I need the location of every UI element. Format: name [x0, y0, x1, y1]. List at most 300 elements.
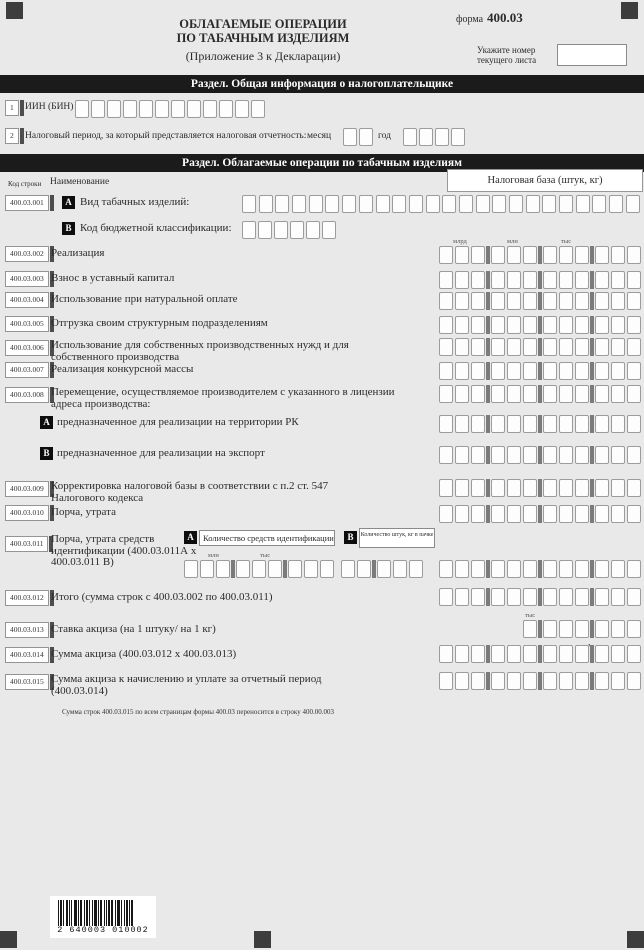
input-cell[interactable]: [523, 246, 537, 264]
input-cell[interactable]: [455, 246, 469, 264]
input-cell[interactable]: [219, 100, 233, 118]
input-cell[interactable]: [611, 479, 625, 497]
input-cell[interactable]: [611, 362, 625, 380]
input-cell[interactable]: [242, 221, 256, 239]
input-cell[interactable]: [507, 588, 521, 606]
input-cell[interactable]: [184, 560, 198, 578]
input-cell[interactable]: [376, 195, 390, 213]
input-cell[interactable]: [235, 100, 249, 118]
row-label: Вид табачных изделий:: [80, 196, 190, 208]
input-cell[interactable]: [325, 195, 339, 213]
row-code-tab: [5, 195, 54, 211]
input-cell[interactable]: [259, 195, 273, 213]
input-cell[interactable]: [507, 505, 521, 523]
cell-separator: [486, 316, 490, 334]
input-cell[interactable]: [595, 338, 609, 356]
row-code: 400.03.014: [5, 647, 49, 663]
input-cell[interactable]: [627, 385, 641, 403]
row-code: 400.03.015: [5, 674, 49, 690]
input-cell[interactable]: [523, 560, 537, 578]
cell-separator: [486, 338, 490, 356]
cell-separator: [486, 385, 490, 403]
tab-bar: [50, 195, 54, 211]
input-cell[interactable]: [455, 588, 469, 606]
input-cell[interactable]: [455, 362, 469, 380]
input-cell[interactable]: [439, 271, 453, 289]
input-cell[interactable]: [559, 362, 573, 380]
input-cell[interactable]: [155, 100, 169, 118]
row-code-tab: [5, 292, 54, 308]
cell-separator: [538, 385, 542, 403]
input-cell[interactable]: [575, 246, 589, 264]
input-cell[interactable]: [471, 588, 485, 606]
input-cell[interactable]: [451, 128, 465, 146]
input-cell[interactable]: [595, 415, 609, 433]
input-cell[interactable]: [595, 645, 609, 663]
cell-separator: [486, 505, 490, 523]
input-cell[interactable]: [575, 560, 589, 578]
marker-b: B: [62, 222, 75, 235]
input-cell[interactable]: [595, 620, 609, 638]
tax-base-cells: [439, 292, 641, 310]
input-cell[interactable]: [523, 271, 537, 289]
input-cell[interactable]: [471, 505, 485, 523]
input-cell[interactable]: [507, 645, 521, 663]
input-cell[interactable]: [123, 100, 137, 118]
input-cell[interactable]: [507, 271, 521, 289]
input-cell[interactable]: [491, 560, 505, 578]
input-cell[interactable]: [290, 221, 304, 239]
input-cell[interactable]: [543, 505, 557, 523]
input-cell[interactable]: [559, 672, 573, 690]
cell-separator: [538, 316, 542, 334]
input-cell[interactable]: [357, 560, 371, 578]
input-cell[interactable]: [595, 505, 609, 523]
input-cell[interactable]: [595, 672, 609, 690]
input-cell[interactable]: [491, 446, 505, 464]
input-cell[interactable]: [491, 271, 505, 289]
input-cell[interactable]: [507, 446, 521, 464]
input-cell[interactable]: [507, 292, 521, 310]
barcode-bars: [58, 900, 134, 926]
sub-label-a: Количество средств идентификации: [199, 530, 335, 546]
input-cell[interactable]: [575, 672, 589, 690]
input-cell[interactable]: [471, 271, 485, 289]
input-cell[interactable]: [575, 446, 589, 464]
input-cell[interactable]: [471, 362, 485, 380]
input-cell[interactable]: [611, 271, 625, 289]
input-cell[interactable]: [627, 588, 641, 606]
input-cell[interactable]: [419, 128, 433, 146]
cell-separator: [590, 271, 594, 289]
cell-separator: [538, 362, 542, 380]
input-cell[interactable]: [523, 415, 537, 433]
row-label: Перемещение, осуществляемое производителем с указанного в лицензии адреса производства:: [51, 386, 395, 410]
input-cell[interactable]: [559, 385, 573, 403]
cell-separator: [538, 446, 542, 464]
input-cell[interactable]: [439, 560, 453, 578]
input-cell[interactable]: [559, 620, 573, 638]
tax-base-cells: [439, 415, 641, 433]
input-cell[interactable]: [523, 292, 537, 310]
input-cell[interactable]: [575, 588, 589, 606]
input-cell[interactable]: [575, 645, 589, 663]
input-cell[interactable]: [611, 645, 625, 663]
input-cell[interactable]: [439, 446, 453, 464]
input-cell[interactable]: [543, 271, 557, 289]
input-cell[interactable]: [575, 271, 589, 289]
input-cell[interactable]: [611, 246, 625, 264]
input-cell[interactable]: [559, 505, 573, 523]
input-cell[interactable]: [627, 560, 641, 578]
input-cell[interactable]: [455, 292, 469, 310]
input-cell[interactable]: [439, 246, 453, 264]
input-cell[interactable]: [523, 385, 537, 403]
input-cell[interactable]: [543, 645, 557, 663]
input-cell[interactable]: [543, 292, 557, 310]
row-code-tab: [5, 590, 54, 606]
input-cell[interactable]: [439, 645, 453, 663]
input-cell[interactable]: [258, 221, 272, 239]
input-cell[interactable]: [439, 672, 453, 690]
input-cell[interactable]: [611, 385, 625, 403]
input-cell[interactable]: [543, 588, 557, 606]
input-cell[interactable]: [471, 479, 485, 497]
input-cell[interactable]: [251, 100, 265, 118]
input-cell[interactable]: [322, 221, 336, 239]
input-cell[interactable]: [509, 195, 523, 213]
input-cell[interactable]: [559, 195, 573, 213]
input-cell[interactable]: [236, 560, 250, 578]
input-cell[interactable]: [341, 560, 355, 578]
input-cell[interactable]: [455, 385, 469, 403]
input-cell[interactable]: [507, 415, 521, 433]
input-cell[interactable]: [627, 338, 641, 356]
input-cell[interactable]: [439, 316, 453, 334]
input-cell[interactable]: [507, 560, 521, 578]
input-cell[interactable]: [342, 195, 356, 213]
input-cell[interactable]: [611, 292, 625, 310]
input-cell[interactable]: [439, 385, 453, 403]
input-cell[interactable]: [187, 100, 201, 118]
input-cell[interactable]: [627, 672, 641, 690]
input-cell[interactable]: [439, 505, 453, 523]
input-cell[interactable]: [559, 645, 573, 663]
input-cell[interactable]: [543, 362, 557, 380]
input-cell[interactable]: [595, 292, 609, 310]
input-cell[interactable]: [592, 195, 606, 213]
input-cell[interactable]: [491, 672, 505, 690]
input-cell[interactable]: [543, 316, 557, 334]
input-cell[interactable]: [559, 415, 573, 433]
input-cell[interactable]: [455, 645, 469, 663]
input-cell[interactable]: [309, 195, 323, 213]
input-cell[interactable]: [107, 100, 121, 118]
input-cell[interactable]: [575, 338, 589, 356]
tax-base-cells: [439, 588, 641, 606]
input-cell[interactable]: [523, 620, 537, 638]
input-cell[interactable]: [275, 195, 289, 213]
input-cell[interactable]: [543, 672, 557, 690]
input-cell[interactable]: [627, 620, 641, 638]
input-cell[interactable]: [523, 645, 537, 663]
input-cell[interactable]: [491, 292, 505, 310]
input-cell[interactable]: [491, 385, 505, 403]
input-cell[interactable]: [471, 338, 485, 356]
input-cell[interactable]: [507, 479, 521, 497]
input-cell[interactable]: [595, 588, 609, 606]
input-cell[interactable]: [575, 505, 589, 523]
input-cell[interactable]: [626, 195, 640, 213]
row-label: Итого (сумма строк с 400.03.002 по 400.03.011): [51, 591, 273, 603]
input-cell[interactable]: [403, 128, 417, 146]
input-cell[interactable]: [455, 446, 469, 464]
input-cell[interactable]: [559, 271, 573, 289]
input-cell[interactable]: [595, 446, 609, 464]
input-cell[interactable]: [507, 246, 521, 264]
input-cell[interactable]: [320, 560, 334, 578]
row-label: Взнос в уставный капитал: [51, 272, 175, 284]
input-cell[interactable]: [609, 195, 623, 213]
input-cell[interactable]: [523, 316, 537, 334]
tax-base-cells: [439, 385, 641, 403]
input-cell[interactable]: [242, 195, 256, 213]
input-cell[interactable]: [627, 479, 641, 497]
input-cell[interactable]: [491, 316, 505, 334]
input-cell[interactable]: [439, 588, 453, 606]
cell-separator: [590, 588, 594, 606]
input-cell[interactable]: [627, 446, 641, 464]
input-cell[interactable]: [439, 415, 453, 433]
input-cell[interactable]: [392, 195, 406, 213]
input-cell[interactable]: [507, 385, 521, 403]
input-cell[interactable]: [471, 645, 485, 663]
input-cell[interactable]: [491, 505, 505, 523]
input-cell[interactable]: [559, 560, 573, 578]
input-cell[interactable]: [75, 100, 89, 118]
input-cell[interactable]: [611, 415, 625, 433]
cell-separator: [538, 560, 542, 578]
input-cell[interactable]: [611, 446, 625, 464]
input-cell[interactable]: [523, 479, 537, 497]
barcode: [50, 896, 156, 938]
row-number: 2: [5, 128, 19, 144]
input-cell[interactable]: [627, 271, 641, 289]
input-cell[interactable]: [543, 415, 557, 433]
input-cell[interactable]: [507, 362, 521, 380]
input-cell[interactable]: [439, 362, 453, 380]
input-cell[interactable]: [471, 415, 485, 433]
input-cell[interactable]: [455, 338, 469, 356]
input-cell[interactable]: [139, 100, 153, 118]
cell-separator: [486, 479, 490, 497]
input-cell[interactable]: [627, 246, 641, 264]
input-cell[interactable]: [611, 672, 625, 690]
cell-separator: [538, 415, 542, 433]
input-cell[interactable]: [595, 271, 609, 289]
input-cell[interactable]: [203, 100, 217, 118]
input-cell[interactable]: [595, 479, 609, 497]
input-cell[interactable]: [627, 362, 641, 380]
input-cell[interactable]: [491, 645, 505, 663]
input-cell[interactable]: [491, 338, 505, 356]
input-cell[interactable]: [377, 560, 391, 578]
input-cell[interactable]: [575, 620, 589, 638]
input-cell[interactable]: [611, 316, 625, 334]
cell-separator: [590, 645, 594, 663]
input-cell[interactable]: [491, 479, 505, 497]
input-cell[interactable]: [442, 195, 456, 213]
cell-separator: [486, 672, 490, 690]
input-cell[interactable]: [575, 316, 589, 334]
input-cell[interactable]: [523, 446, 537, 464]
cell-separator: [590, 246, 594, 264]
input-cell[interactable]: [171, 100, 185, 118]
input-cell[interactable]: [575, 362, 589, 380]
input-cell[interactable]: [492, 195, 506, 213]
input-cell[interactable]: [627, 645, 641, 663]
input-cell[interactable]: [559, 246, 573, 264]
input-cell[interactable]: [543, 246, 557, 264]
input-cell[interactable]: [559, 446, 573, 464]
input-cell[interactable]: [274, 221, 288, 239]
input-cell[interactable]: [491, 415, 505, 433]
input-cell[interactable]: [455, 316, 469, 334]
cell-separator: [538, 292, 542, 310]
input-cell[interactable]: [216, 560, 230, 578]
input-cell[interactable]: [595, 560, 609, 578]
input-cell[interactable]: [439, 479, 453, 497]
input-cell[interactable]: [507, 338, 521, 356]
input-cell[interactable]: [575, 479, 589, 497]
cell-separator: [538, 620, 542, 638]
input-cell[interactable]: [611, 588, 625, 606]
input-cell[interactable]: [507, 672, 521, 690]
input-cell[interactable]: [559, 292, 573, 310]
input-cell[interactable]: [409, 560, 423, 578]
input-cell[interactable]: [393, 560, 407, 578]
input-cell[interactable]: [435, 128, 449, 146]
input-cell[interactable]: [455, 415, 469, 433]
input-cell[interactable]: [471, 246, 485, 264]
input-cell[interactable]: [559, 588, 573, 606]
input-cell[interactable]: [543, 446, 557, 464]
input-cell[interactable]: [575, 292, 589, 310]
input-cell[interactable]: [559, 338, 573, 356]
input-cell[interactable]: [559, 479, 573, 497]
input-cell[interactable]: [200, 560, 214, 578]
input-cell[interactable]: [523, 362, 537, 380]
input-cell[interactable]: [471, 385, 485, 403]
input-cell[interactable]: [426, 195, 440, 213]
input-cell[interactable]: [523, 505, 537, 523]
input-cell[interactable]: [359, 128, 373, 146]
input-cell[interactable]: [343, 128, 357, 146]
cell-separator: [590, 479, 594, 497]
form-number-line: [456, 9, 523, 27]
input-cell[interactable]: [491, 362, 505, 380]
input-cell[interactable]: [575, 385, 589, 403]
input-cell[interactable]: [523, 588, 537, 606]
input-cell[interactable]: [409, 195, 423, 213]
input-cell[interactable]: [359, 195, 373, 213]
input-cell[interactable]: [543, 338, 557, 356]
input-cell[interactable]: [627, 316, 641, 334]
input-cell[interactable]: [611, 338, 625, 356]
input-cell[interactable]: [91, 100, 105, 118]
input-cell[interactable]: [595, 246, 609, 264]
input-cell[interactable]: [455, 672, 469, 690]
row-label: Код бюджетной классификации:: [80, 222, 232, 234]
input-cell[interactable]: [268, 560, 282, 578]
input-cell[interactable]: [288, 560, 302, 578]
input-cell[interactable]: [523, 672, 537, 690]
input-cell[interactable]: [455, 479, 469, 497]
input-cell[interactable]: [576, 195, 590, 213]
input-cell[interactable]: [459, 195, 473, 213]
input-cell[interactable]: [611, 560, 625, 578]
iin-label: ИИН (БИН): [25, 102, 74, 112]
input-cell[interactable]: [306, 221, 320, 239]
input-cell[interactable]: [455, 505, 469, 523]
scale-tys: тыс: [561, 238, 572, 245]
input-cell[interactable]: [476, 195, 490, 213]
input-cell[interactable]: [507, 316, 521, 334]
input-cell[interactable]: [526, 195, 540, 213]
input-cell[interactable]: [543, 620, 557, 638]
input-cell[interactable]: [611, 505, 625, 523]
input-cell[interactable]: [471, 672, 485, 690]
input-cell[interactable]: [542, 195, 556, 213]
sheet-number-input[interactable]: [557, 44, 627, 66]
input-cell[interactable]: [523, 338, 537, 356]
input-cell[interactable]: [471, 446, 485, 464]
input-cell[interactable]: [627, 415, 641, 433]
input-cell[interactable]: [543, 560, 557, 578]
input-cell[interactable]: [471, 316, 485, 334]
input-cell[interactable]: [439, 338, 453, 356]
row-code: 400.03.004: [5, 292, 49, 308]
marker-b: B: [344, 531, 357, 544]
regmark-bottom-left: [0, 931, 17, 948]
input-cell[interactable]: [543, 385, 557, 403]
section1-bar: Раздел. Общая информация о налогоплательщике: [0, 75, 644, 93]
input-cell[interactable]: [471, 292, 485, 310]
input-cell[interactable]: [455, 560, 469, 578]
month-label: месяц: [307, 131, 332, 141]
input-cell[interactable]: [595, 362, 609, 380]
input-cell[interactable]: [595, 316, 609, 334]
input-cell[interactable]: [627, 292, 641, 310]
row-code-tab: [5, 316, 54, 332]
input-cell[interactable]: [491, 588, 505, 606]
cell-separator: [231, 560, 235, 578]
input-cell[interactable]: [491, 246, 505, 264]
input-cell[interactable]: [455, 271, 469, 289]
input-cell[interactable]: [439, 292, 453, 310]
input-cell[interactable]: [611, 620, 625, 638]
input-cell[interactable]: [595, 385, 609, 403]
input-cell[interactable]: [543, 479, 557, 497]
input-cell[interactable]: [559, 316, 573, 334]
input-cell[interactable]: [292, 195, 306, 213]
input-cell[interactable]: [627, 505, 641, 523]
input-cell[interactable]: [471, 560, 485, 578]
input-cell[interactable]: [252, 560, 266, 578]
footnote: Сумма строк 400.03.015 по всем страницам формы 400.03 переносится в строку 400.00.003: [62, 708, 334, 716]
input-cell[interactable]: [575, 415, 589, 433]
input-cell[interactable]: [304, 560, 318, 578]
